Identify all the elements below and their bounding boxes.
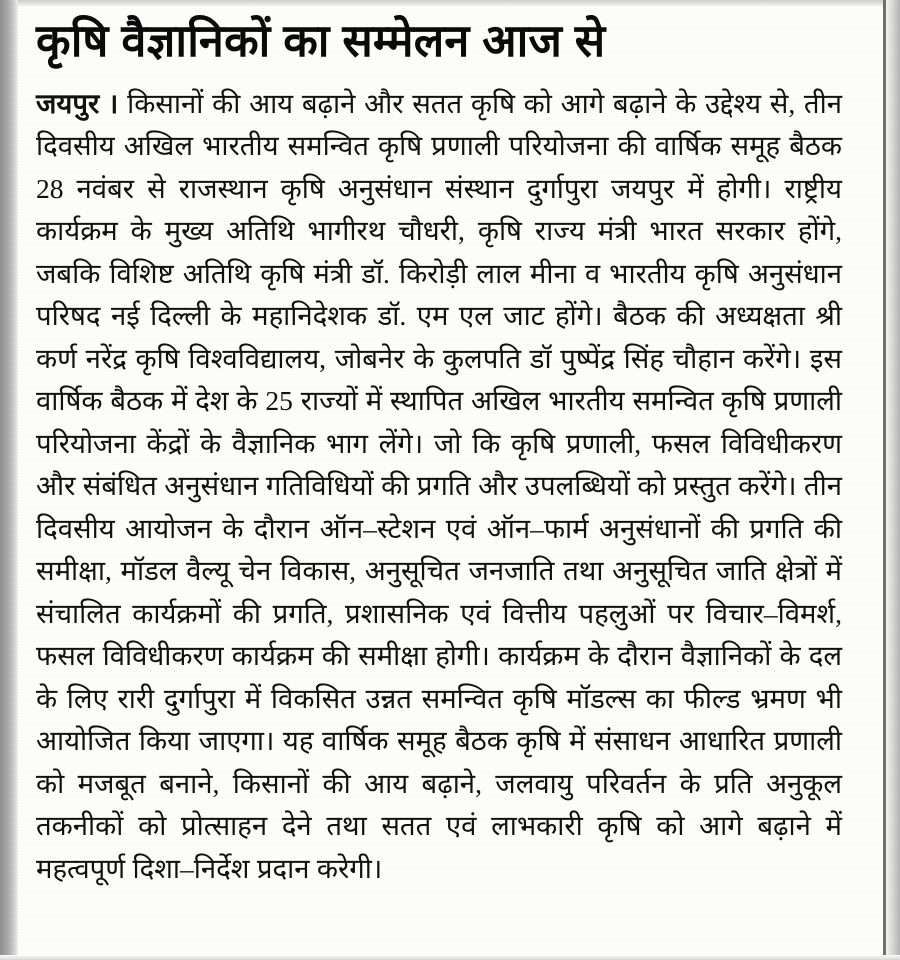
scan-top-edge [0, 0, 900, 7]
article-body [36, 83, 842, 891]
article-body-text: किसानों की आय बढ़ाने और सतत कृषि को आगे बढ़ाने के उद्देश्य से, तीन दिवसीय अखिल भारतीय समन्वित कृषि प्रणाली परियोजना की वार्षिक समूह बैठक 28 नवंबर से राजस्थान कृषि अनुसंधान संस्थान दुर्गापुरा जयपुर में होगी। राष्ट्रीय कार्यक्रम के मुख्य अतिथि भागीरथ चौधरी, कृषि राज्य मंत्री भारत सरकार होंगे, जबकि विशिष्ट अतिथि कृषि मंत्री डॉ. किरोड़ी लाल मीना व भारतीय कृषि अनुसंधान परिषद नई दिल्ली के महानिदेशक डॉ. एम एल जाट होंगे। बैठक की अध्यक्षता श्री कर्ण नरेंद्र कृषि विश्वविद्यालय, जोबनेर के कुलपति डॉ पुष्पेंद्र सिंह चौहान करेंगे। इस वार्षिक बैठक में देश के 25 राज्यों में स्थापित अखिल भारतीय समन्वित कृषि प्रणाली परियोजना केंद्रों के वैज्ञानिक भाग लेंगे। जो कि कृषि प्रणाली, फसल विविधीकरण और संबंधित अनुसंधान गतिविधियों की प्रगति और उपलब्धियों को प्रस्तुत करेंगे। तीन दिवसीय आयोजन के दौरान ऑन–स्टेशन एवं ऑन–फार्म अनुसंधानों की प्रगति की समीक्षा, मॉडल वैल्यू चेन विकास, अनुसूचित जनजाति तथा अनुसूचित जाति क्षेत्रों में संचालित कार्यक्रमों की प्रगति, प्रशासनिक एवं वित्तीय पहलुओं पर विचार–विमर्श, फसल विविधीकरण कार्यक्रम की समीक्षा होगी। कार्यक्रम के दौरान वैज्ञानिकों के दल के लिए रारी दुर्गापुरा में विकसित उन्नत समन्वित कृषि मॉडल्स का फील्ड भ्रमण भी आयोजित किया जाएगा। यह वार्षिक समूह बैठक कृषि में संसाधन आधारित प्रणाली को मजबूत बनाने, किसानों की आय बढ़ाने, जलवायु परिवर्तन के प्रति अनुकूल तकनीकों को प्रोत्साहन देने तथा सतत एवं लाभकारी कृषि को आगे बढ़ाने में महत्वपूर्ण दिशा–निर्देश प्रदान करेगी। [36, 87, 842, 884]
column-rule [883, 0, 886, 960]
article-headline: कृषि वैज्ञानिकों का सम्मेलन आज से [36, 15, 606, 66]
scan-right-edge [886, 0, 900, 960]
article-column [36, 8, 842, 890]
scan-bottom-edge [0, 955, 900, 960]
article-paragraph [36, 83, 842, 891]
scan-left-edge [0, 0, 18, 960]
article-dateline: जयपुर । [36, 87, 119, 119]
